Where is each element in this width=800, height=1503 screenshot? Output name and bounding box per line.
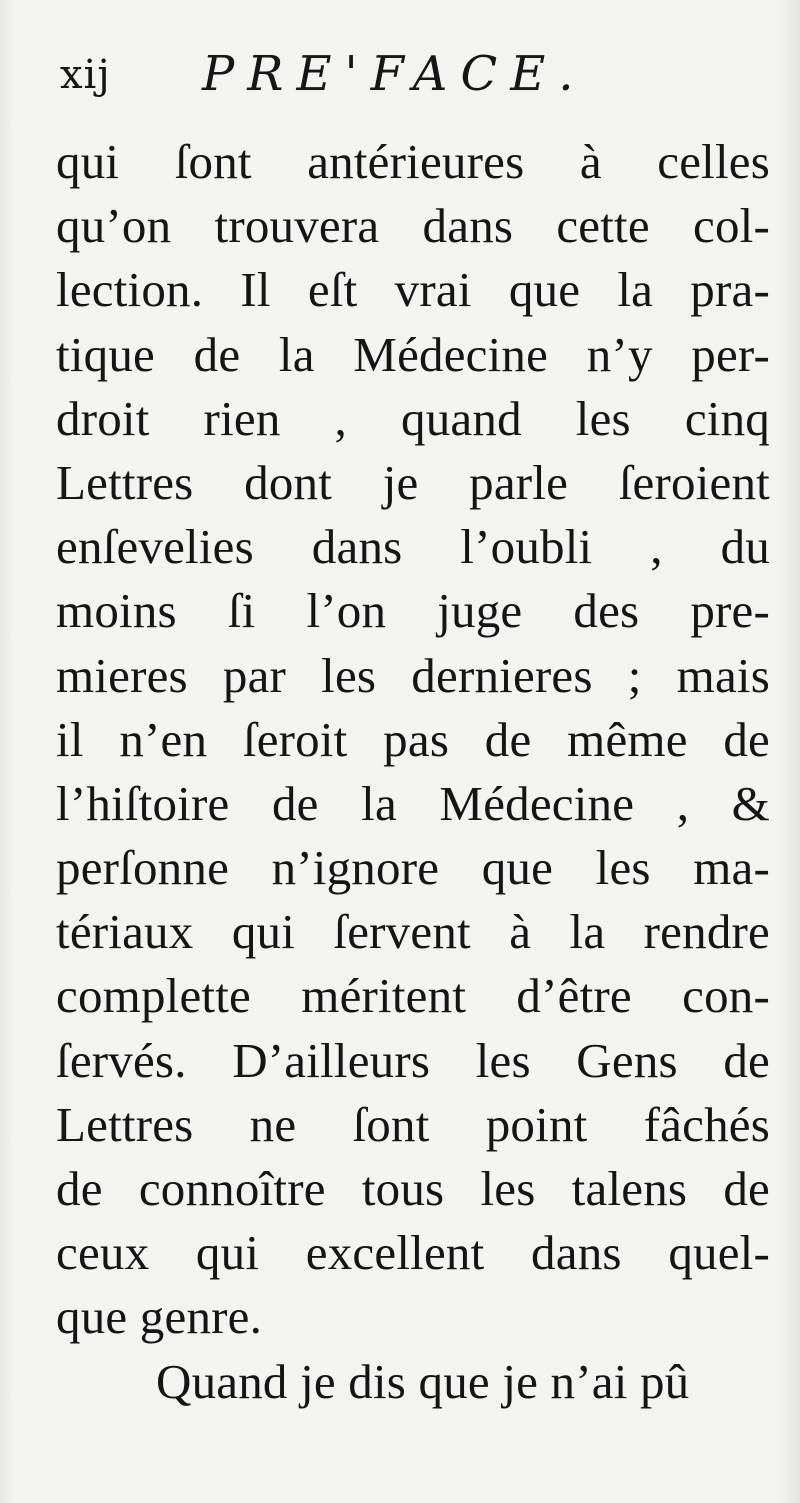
text-line: qui ſont antérieures à celles bbox=[56, 134, 770, 189]
text-line: mieres par les dernieres ; mais bbox=[56, 647, 770, 703]
text-line: enſevelies dans l’oubli , du bbox=[56, 519, 770, 575]
text-line: il n’en ſeroit pas de même de bbox=[56, 711, 770, 767]
body-text bbox=[56, 130, 770, 1414]
page-header bbox=[60, 40, 760, 110]
text-line: Lettres dont je parle ſeroient bbox=[56, 454, 770, 510]
text-line: ſervés. D’ailleurs les Gens de bbox=[56, 1032, 770, 1088]
page-number: xij bbox=[60, 52, 111, 98]
page-edge-shadow bbox=[778, 0, 800, 1503]
text-line: Lettres ne ſont point fâchés bbox=[56, 1096, 770, 1152]
text-line: tique de la Médecine n’y per- bbox=[56, 326, 770, 382]
text-line: perſonne n’ignore que les ma- bbox=[56, 840, 770, 896]
gutter-shadow bbox=[0, 0, 14, 1503]
text-line: complette méritent d’être con- bbox=[56, 968, 770, 1024]
paragraph-start-line: Quand je dis que je n’ai pû bbox=[156, 1353, 690, 1409]
text-line: de connoître tous les talens de bbox=[56, 1161, 770, 1216]
text-line: l’hiſtoire de la Médecine , & bbox=[56, 775, 770, 831]
text-line: moins ſi l’on juge des pre- bbox=[56, 583, 770, 639]
text-line: tériaux qui ſervent à la rendre bbox=[56, 904, 770, 960]
paragraph-end-line: que genre. bbox=[56, 1289, 263, 1345]
running-title: PRE'FACE. bbox=[202, 46, 587, 102]
text-line: lection. Il eſt vrai que la pra- bbox=[56, 262, 770, 318]
text-line: qu’on trouvera dans cette col- bbox=[56, 198, 770, 254]
text-line: droit rien , quand les cinq bbox=[56, 390, 770, 446]
text-line: ceux qui excellent dans quel- bbox=[56, 1225, 770, 1281]
